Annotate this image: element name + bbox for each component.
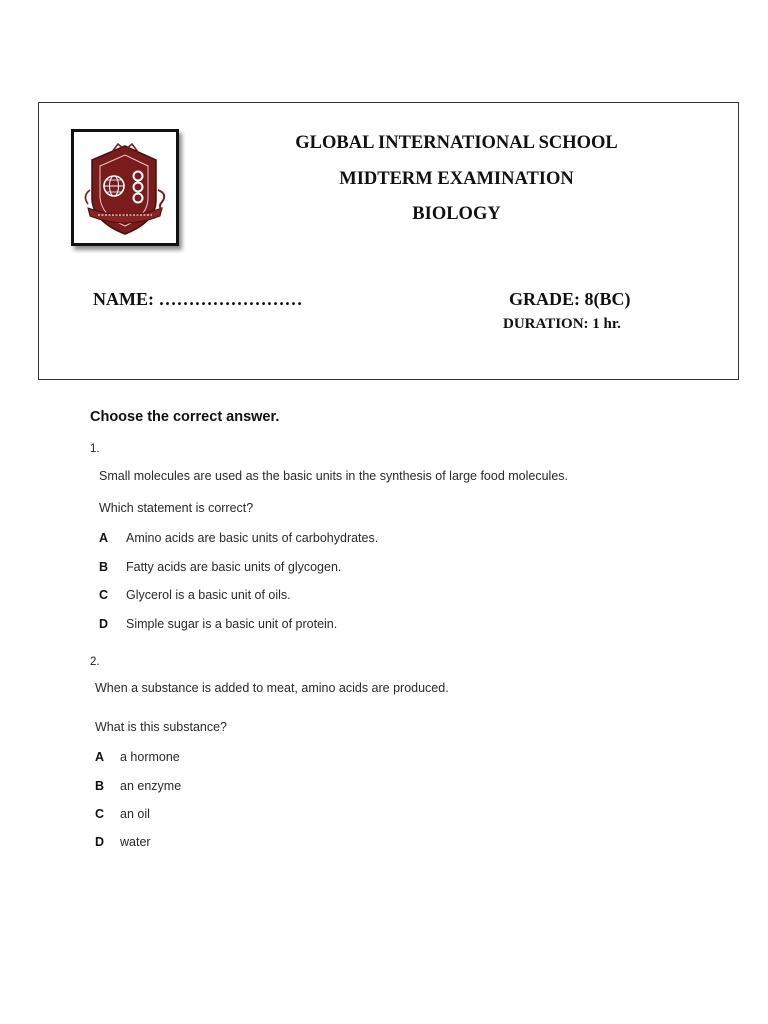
question-stem: Small molecules are used as the basic units in the synthesis of large food molecules. — [99, 469, 568, 483]
exam-title: MIDTERM EXAMINATION — [339, 169, 574, 189]
option-text: Glycerol is a basic unit of oils. — [126, 588, 291, 602]
option-text: an enzyme — [120, 779, 182, 793]
option-text: Amino acids are basic units of carbohydrates. — [126, 531, 379, 545]
option-letter: C — [95, 807, 105, 821]
question-number: 2. — [90, 656, 100, 668]
option-text: Fatty acids are basic units of glycogen. — [126, 560, 342, 574]
option-letter: D — [99, 617, 109, 631]
option-letter: D — [95, 835, 105, 849]
option-letter: B — [99, 560, 109, 574]
school-name: GLOBAL INTERNATIONAL SCHOOL — [295, 133, 618, 153]
question-number: 1. — [90, 443, 100, 455]
option-letter: C — [99, 588, 109, 602]
school-crest-icon — [82, 138, 168, 238]
student-name-field: NAME: …………………… — [93, 289, 303, 309]
school-logo-frame — [71, 129, 179, 246]
option-text: an oil — [120, 807, 150, 821]
option-text: water — [120, 835, 151, 849]
option-letter: A — [99, 531, 109, 545]
instruction-text: Choose the correct answer. — [90, 409, 280, 425]
grade-label: GRADE: 8(BC) — [509, 289, 631, 309]
duration-label: DURATION: 1 hr. — [503, 316, 621, 332]
subject-title: BIOLOGY — [412, 204, 501, 224]
question-prompt: Which statement is correct? — [99, 501, 254, 515]
option-letter: B — [95, 779, 105, 793]
option-text: Simple sugar is a basic unit of protein. — [126, 617, 338, 631]
question-prompt: What is this substance? — [95, 720, 228, 734]
option-letter: A — [95, 750, 105, 764]
exam-header-box — [38, 102, 739, 380]
question-stem: When a substance is added to meat, amino acids are produced. — [95, 681, 449, 695]
option-text: a hormone — [120, 750, 180, 764]
